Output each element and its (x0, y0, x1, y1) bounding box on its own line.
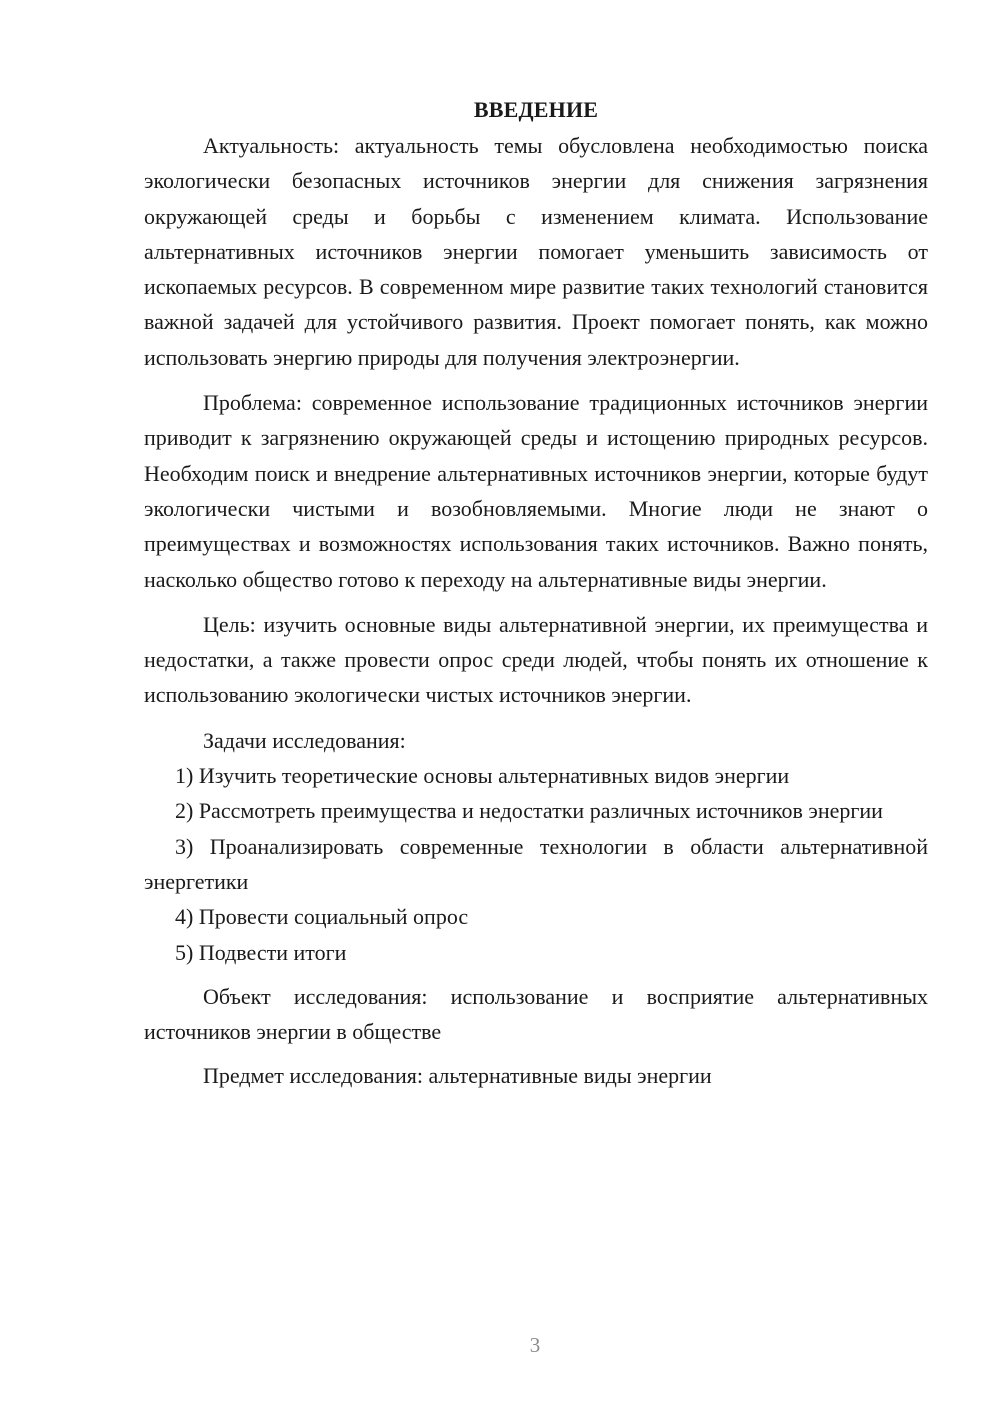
paragraph-goal: Цель: изучить основные виды альтернативной энергии, их преимущества и недостатки, а также провести опрос среди людей, чтобы понять их отношение к использованию экологически чистых источников энергии. (144, 611, 928, 708)
task-item-2: 2) Рассмотреть преимущества и недостатки различных источников энергии (175, 798, 883, 824)
page-number: 3 (529, 1333, 541, 1357)
task-item-3: 3) Проанализировать современные технологии в области альтернативной энергетики (144, 833, 928, 894)
task-item-5: 5) Подвести итоги (175, 939, 347, 965)
tasks-heading: Задачи исследования: (203, 727, 406, 753)
task-item-4: 4) Провести социальный опрос (175, 904, 469, 930)
paragraph-subject: Предмет исследования: альтернативные виды энергии (203, 1063, 712, 1089)
task-item-1: 1) Изучить теоретические основы альтернативных видов энергии (175, 763, 790, 789)
section-title: ВВЕДЕНИЕ (473, 97, 599, 122)
page-content (144, 92, 928, 1094)
paragraph-relevance: Актуальность: актуальность темы обусловлена необходимостью поиска экологически безопасных источников энергии для снижения загрязнения окружающей среды и борьбы с изменением климата. Использование альтернативных источников энергии помогает уменьшить зависимость от ископаемых ресурсов. В современном мире развитие таких технологий становится важной задачей для устойчивого развития. Проект помогает понять, как можно использовать энергию природы для получения электроэнергии. (144, 133, 928, 370)
paragraph-object: Объект исследования: использование и восприятие альтернативных источников энергии в обществе (144, 983, 928, 1045)
paragraph-problem: Проблема: современное использование традиционных источников энергии приводит к загрязнению окружающей среды и истощению природных ресурсов. Необходим поиск и внедрение альтернативных источников энергии, которые будут экологически чистыми и возобновляемыми. Многие люди не знают о преимуществах и возможностях использования таких источников. Важно понять, насколько общество готово к переходу на альтернативные виды энергии. (144, 390, 928, 592)
